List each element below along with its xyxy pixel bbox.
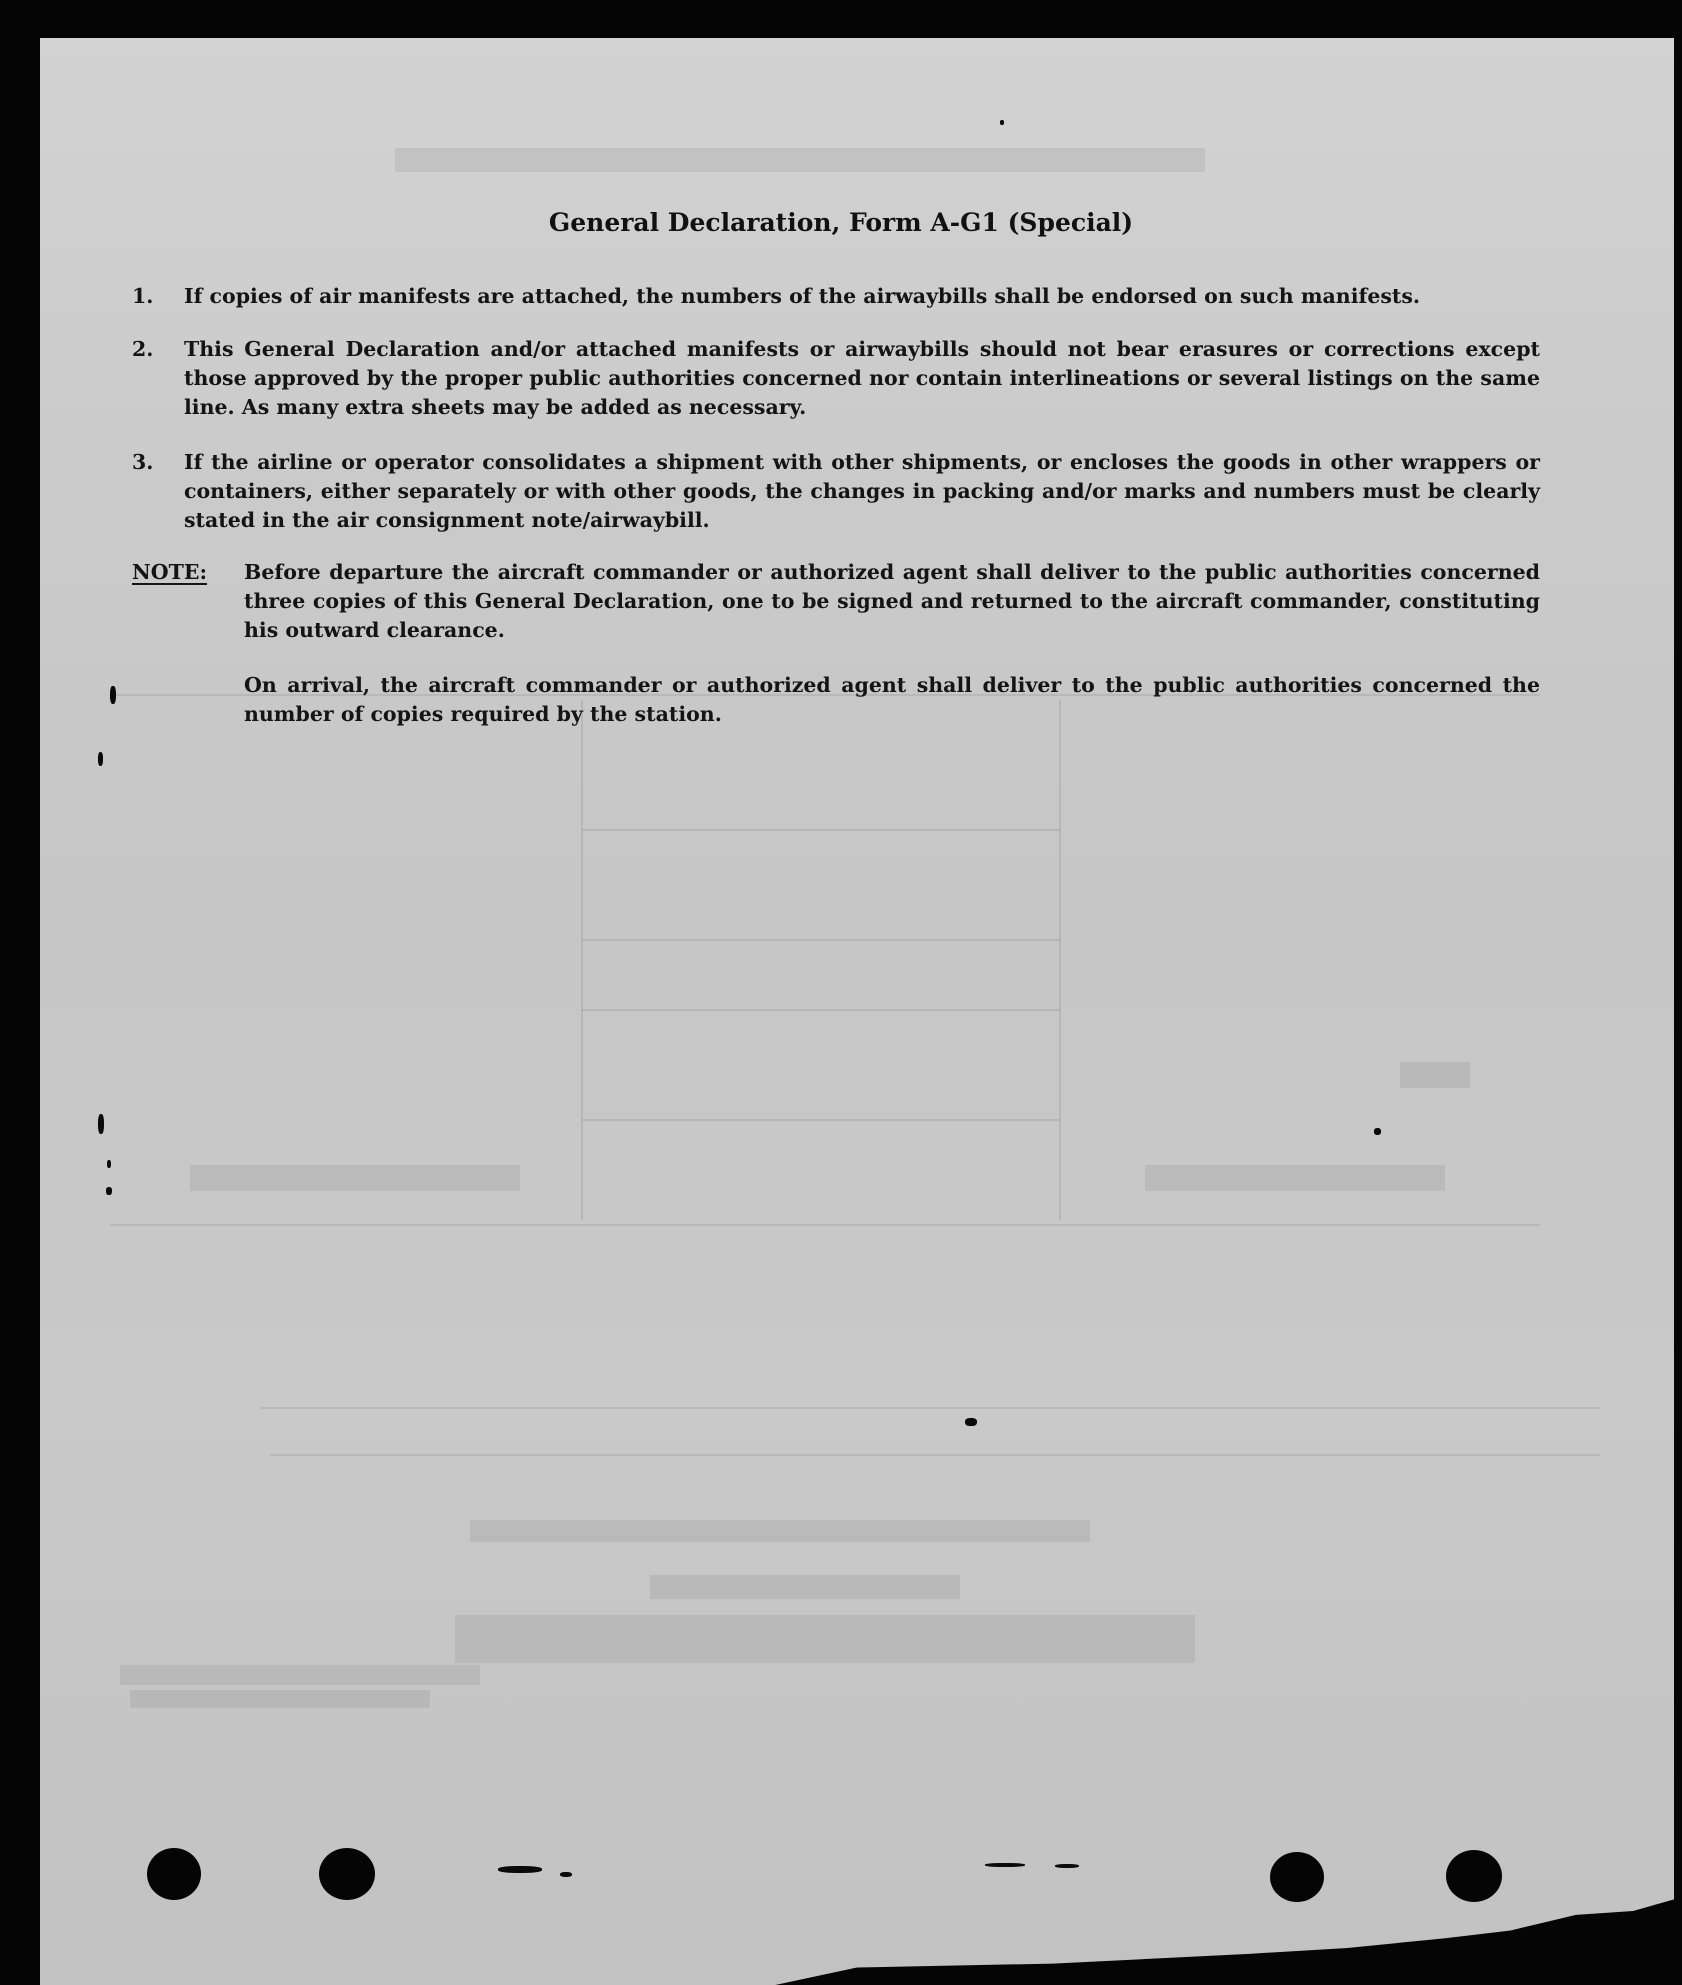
list-item: [132, 335, 1540, 422]
ink-speck: [98, 1114, 104, 1134]
ink-speck: [106, 1187, 112, 1195]
ink-speck: [110, 686, 116, 704]
punch-hole: [1270, 1852, 1324, 1902]
note-label: NOTE:: [132, 560, 208, 584]
item-number: 2.: [132, 337, 154, 361]
item-text: If copies of air manifests are attached, the numbers of the airwaybills shall be endorsed on such manifests.: [184, 284, 1421, 308]
ink-speck: [985, 1863, 1025, 1867]
ink-speck: [1055, 1864, 1079, 1868]
note-block: [132, 558, 1540, 645]
punch-hole: [1446, 1850, 1502, 1902]
ink-speck: [560, 1872, 572, 1877]
page-title: General Declaration, Form A-G1 (Special): [548, 208, 1134, 237]
punch-hole: [319, 1848, 375, 1900]
ink-speck: [965, 1418, 977, 1426]
note-text: Before departure the aircraft commander or authorized agent shall deliver to the public authorities concerned three copies of this General Declaration, one to be signed and returned to the aircraft commander, constituting his outward clearance.: [244, 560, 1540, 642]
list-item: [132, 282, 1540, 311]
item-text: This General Declaration and/or attached manifests or airwaybills should not bear erasures or corrections except those approved by the proper public authorities concerned nor contain interlineations or several listings on the same line. As many extra sheets may be added as necessary.: [184, 337, 1540, 419]
note-text-arrival: On arrival, the aircraft commander or authorized agent shall deliver to the public authorities concerned the number of copies required by the station.: [244, 673, 1540, 726]
item-number: 3.: [132, 450, 154, 474]
ink-speck: [107, 1160, 111, 1168]
ink-speck: [498, 1866, 542, 1873]
ink-speck: [1374, 1128, 1381, 1135]
list-item: [132, 448, 1540, 535]
item-number: 1.: [132, 284, 154, 308]
ink-speck: [1000, 120, 1004, 125]
item-text: If the airline or operator consolidates a shipment with other shipments, or encloses the goods in other wrappers or containers, either separately or with other goods, the changes in packing and/or marks and numbers must be clearly stated in the air consignment note/airwaybill.: [184, 450, 1540, 532]
ink-speck: [98, 752, 103, 766]
punch-hole: [147, 1848, 201, 1900]
